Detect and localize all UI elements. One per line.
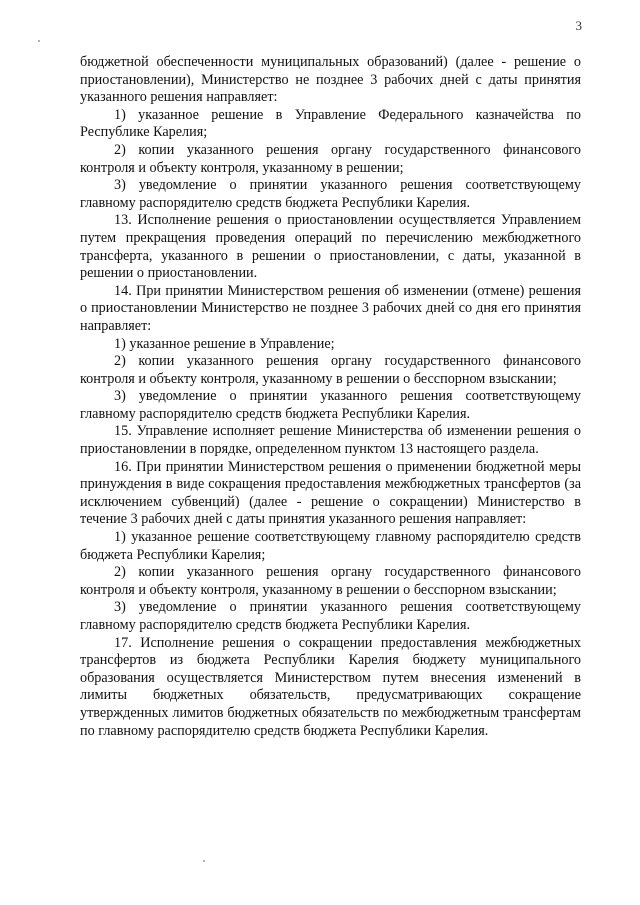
clause-14: 14. При принятии Министерством решения об изменении (отмене) решения о приостановлении Министерство не позднее 3 рабочих дней со дня его принятия направляет: — [80, 282, 581, 334]
list-item-2: 2) копии указанного решения органу государственного финансового контроля и объекту контроля, указанному в решении; — [80, 141, 581, 176]
page-number: 3 — [575, 18, 582, 33]
list-item-1: 1) указанное решение в Управление Федерального казначейства по Республике Карелия; — [80, 106, 581, 141]
clause-17: 17. Исполнение решения о сокращении предоставления межбюджетных трансфертов из бюджета Республики Карелия бюджету муниципального образования осуществляется Министерством путем внесения изменений в лимиты бюджетных обязательств, предусматривающих сокращение утвержденных лимитов бюджетных обязательств по межбюджетным трансфертам по главному распорядителю средств бюджета Республики Карелия. — [80, 634, 581, 739]
list-item-3: 3) уведомление о принятии указанного решения соответствующему главному распорядителю средств бюджета Республики Карелия. — [80, 177, 581, 211]
scan-speck — [38, 40, 40, 42]
list-item-3: 3) уведомление о принятии указанного решения соответствующему главному распорядителю средств бюджета Республики Карелия. — [80, 388, 581, 422]
paragraph-continuation: бюджетной обеспеченности муниципальных образований) (далее - решение о приостановлении), Министерство не позднее 3 рабочих дней с даты принятия указанного решения направляет: — [80, 54, 581, 106]
list-item-2: 2) копии указанного решения органу государственного финансового контроля и объекту контроля, указанному в решении о бесспорном взыскании; — [80, 353, 581, 387]
list-item-1: 1) указанное решение соответствующему главному распорядителю средств бюджета Республики Карелия; — [80, 529, 581, 563]
list-item-3: 3) уведомление о принятии указанного решения соответствующему главному распорядителю средств бюджета Республики Карелия. — [80, 599, 581, 633]
document-body — [80, 54, 581, 740]
list-item-2: 2) копии указанного решения органу государственного финансового контроля и объекту контроля, указанному в решении о бесспорном взыскании; — [80, 564, 581, 598]
clause-16: 16. При принятии Министерством решения о применении бюджетной меры принуждения в виде сокращения предоставления межбюджетных трансфертов (за исключением субвенций) (далее - решение о сокращении) Министерство в течение 3 рабочих дней с даты принятия указанного решения направляет: — [80, 458, 581, 528]
clause-15: 15. Управление исполняет решение Министерства об изменении решения о приостановлении в порядке, определенном пунктом 13 настоящего раздела. — [80, 423, 581, 458]
clause-13: 13. Исполнение решения о приостановлении осуществляется Управлением путем прекращения проведения операций по перечислению межбюджетного трансферта, указанного в решении о приостановлении, с даты, указанной в решении о приостановлении. — [80, 212, 581, 282]
scan-speck — [203, 860, 205, 862]
list-item-1: 1) указанное решение в Управление; — [114, 335, 335, 352]
